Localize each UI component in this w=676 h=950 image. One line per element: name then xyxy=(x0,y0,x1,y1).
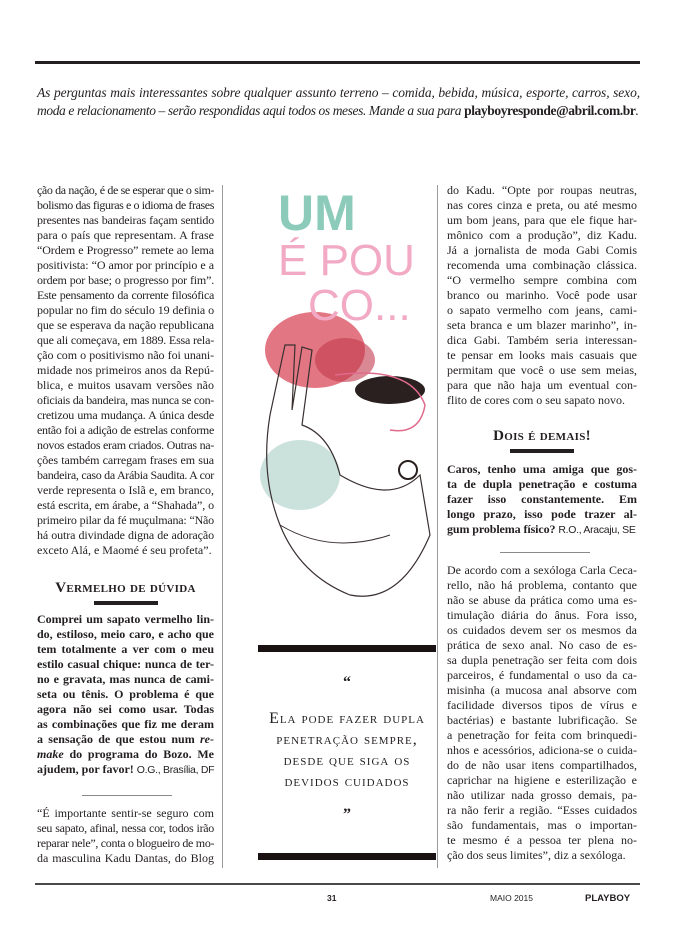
text-line: te pensar em looks mais casuais que xyxy=(447,348,637,362)
illustration-title-line-3: CO... xyxy=(308,281,411,330)
text-line: a penetração for feita com brinquedi- xyxy=(447,728,637,742)
column-divider-right xyxy=(437,185,438,868)
text-line: há outra divindade digna de adoração xyxy=(37,528,214,542)
text-line: os cuidados devem ser os mesmos da xyxy=(447,623,637,637)
text-line xyxy=(37,732,214,747)
section-title-vermelho: Vermelho de dúvida xyxy=(55,580,196,596)
text-line xyxy=(37,717,214,732)
playboy-logo-icon xyxy=(399,461,417,479)
text-line: primeiro pilar da fé muçulmana: “Não xyxy=(37,513,214,527)
text-line xyxy=(37,687,214,702)
pullquote-bar-top xyxy=(258,645,436,652)
text-line: mônico com a produção”, diz Kadu. xyxy=(447,228,637,242)
text-line: ordem por base; o progresso por fim”. xyxy=(37,273,214,287)
separator-line xyxy=(500,552,590,553)
text-line: prática de sexo anal. No caso de es- xyxy=(447,638,637,652)
text-line: facilidade diversos tipos de vírus e xyxy=(447,698,637,712)
pullquote-line: devidos cuidados xyxy=(284,773,410,790)
text-segment: moda e relacionamento – serão respondidas aqui todos os meses. Mande a sua para xyxy=(37,103,465,118)
text-line: exceto Alá, e Maomé é seu profeta”. xyxy=(37,543,212,557)
pullquote-open-mark: “ xyxy=(343,674,351,691)
text-segment: make xyxy=(37,747,64,761)
text-line: está escrita, em árabe, a “Shahada”, o xyxy=(37,498,214,512)
text-line: do de não usar itens compartilhados, xyxy=(447,758,637,772)
text-line xyxy=(37,747,214,762)
text-line: do Kadu. “Opte por roupas neutras, xyxy=(447,183,637,197)
text-segment: . xyxy=(635,103,639,118)
text-line: te mesmo é a pessoa ter plena no- xyxy=(447,833,637,847)
column-1-paragraph-1 xyxy=(37,183,214,558)
pullquote-line: penetração sempre, xyxy=(276,731,418,748)
column-1-paragraph-2 xyxy=(37,806,214,866)
text-line: popular no fim do século 19 definia o xyxy=(37,303,214,317)
column-3-paragraph-1 xyxy=(447,183,637,408)
email-address: playboyresponde@abril.com.br xyxy=(464,103,636,118)
text-line: ções também carregam frases em sua xyxy=(37,453,214,467)
section-title-dois: Dois é demais! xyxy=(493,428,591,444)
text-line: midade nos primeiros anos da Repú- xyxy=(37,363,214,377)
text-line: cretizou uma mudança. A única desde xyxy=(37,408,214,422)
text-line: não se abuse da prática como uma es- xyxy=(447,593,637,607)
text-line xyxy=(37,702,214,717)
text-segment: a sensação de que estou num xyxy=(37,732,200,746)
text-line: blica, e muitos usavam versões não xyxy=(37,378,214,392)
text-line: timulação diária do ânus. Fora isso, xyxy=(447,608,637,622)
text-line: parceiros, é fundamental o uso da ca- xyxy=(447,668,637,682)
column-3-paragraph-2 xyxy=(447,563,637,863)
text-line: presentes nas bandeiras façam sentido xyxy=(37,213,214,227)
text-line: para o país que representam. A frase xyxy=(37,228,214,242)
text-line xyxy=(447,507,637,522)
text-line: ra não ferir a região. “Esses cuidados xyxy=(447,803,637,817)
text-line: De acordo com a sexóloga Carla Ceca- xyxy=(447,563,637,577)
text-line: seu sapato, afinal, nessa cor, todos irão xyxy=(37,821,214,835)
text-segment: longo prazo, isso pode trazer al- xyxy=(447,507,637,521)
column-divider-left xyxy=(222,185,223,868)
text-line: verde representa o Islã e, em branco, xyxy=(37,483,214,497)
text-segment: no e gravata, mas nunca de cami- xyxy=(37,672,214,686)
text-segment: gum problema físico? xyxy=(447,522,559,536)
text-line: um bom jeans, para que ele fique har- xyxy=(447,213,637,227)
text-line: recomenda uma combinação clássica. xyxy=(447,258,637,272)
footer-rule xyxy=(35,883,640,885)
text-line xyxy=(37,657,214,672)
text-line xyxy=(37,612,214,627)
magazine-name: PLAYBOY xyxy=(585,893,631,904)
text-line xyxy=(37,627,214,642)
question-dois xyxy=(447,462,637,538)
text-segment: Caros, tenho uma amiga que gos- xyxy=(447,462,637,476)
illustration-title-line-1: UM xyxy=(278,185,356,241)
watercolor-blob xyxy=(315,338,375,382)
text-line xyxy=(37,762,214,778)
text-line: nhos e acessórios, adiciona-se o cuida- xyxy=(447,743,637,757)
text-line: misinha (a mucosa anal absorve com xyxy=(447,683,637,697)
text-line xyxy=(37,672,214,687)
pullquote-line: desde que siga os xyxy=(283,752,411,769)
text-line: flito de cores com o seu sapato novo. xyxy=(447,393,625,407)
text-segment: estilo casual chique: nunca de ter- xyxy=(37,657,214,671)
text-line: bolismo das figuras e o idioma de frases xyxy=(37,198,214,212)
text-segment: do programa do Bozo. Me xyxy=(63,747,214,761)
text-line: da masculina Kadu Dantas, do Blog xyxy=(37,851,214,865)
text-line: branco ou marinho. Você pode usar xyxy=(447,288,637,302)
text-line: oficiais da bandeira, mas nunca se con- xyxy=(37,393,214,407)
pullquote-text xyxy=(258,708,436,792)
text-line: ção com o positivismo não foi unani- xyxy=(37,348,214,362)
text-line: permitam que você o use sem meias, xyxy=(447,363,637,377)
page-number: 31 xyxy=(327,893,337,903)
text-segment: as combinações que fiz me deram xyxy=(37,717,214,731)
text-segment: agora não sei como usar. Todas xyxy=(37,702,214,716)
text-segment: fazer isso constantemente. Em xyxy=(447,492,637,506)
text-segment: re- xyxy=(200,732,214,746)
pullquote-close-mark: ” xyxy=(343,806,351,823)
text-line xyxy=(447,462,637,477)
pullquote-bar-bottom xyxy=(258,853,436,860)
text-line: “Ordem e Progresso” remete ao lema xyxy=(37,243,214,257)
text-line: não utilizar nada grosso demais, pa- xyxy=(447,788,637,802)
text-segment: As perguntas mais interessantes sobre qualquer assunto terreno – comida, bebida, música, esporte, carros, sexo, xyxy=(37,85,640,100)
text-line: “O vermelho sempre combina com xyxy=(447,273,637,287)
illustration xyxy=(240,175,436,645)
text-line: são fundamentais, mas o importan- xyxy=(447,818,637,832)
text-segment: seta ou tênis. O problema é que xyxy=(37,687,214,701)
text-line: Este pensamento da corrente filosófica xyxy=(37,288,214,302)
text-segment: tem totalmente a ver com o meu xyxy=(37,642,214,656)
text-line: seta branca e um blazer marinho”, in- xyxy=(447,318,637,332)
text-line: reparar nele”, conta o blogueiro de mo- xyxy=(37,836,215,850)
text-line xyxy=(37,642,214,657)
text-line: para que não haja um eventual con- xyxy=(447,378,637,392)
text-line: bactérias) e bastante lubrificação. Se xyxy=(447,713,637,727)
text-line xyxy=(447,492,637,507)
section-title-bar xyxy=(510,449,574,453)
text-segment: Comprei um sapato vermelho lin- xyxy=(37,612,214,626)
illustration-title-line-2: É POU xyxy=(278,236,415,285)
text-line: ção dos seus limites”, diz a sexóloga. xyxy=(447,848,626,862)
intro-text xyxy=(37,84,640,120)
figure-outline xyxy=(280,525,390,543)
section-title-bar xyxy=(94,601,158,605)
text-segment: do, estiloso, meio caro, e acho que xyxy=(37,627,214,641)
text-line: bandeira, caso da Arábia Saudita. A cor xyxy=(37,468,214,482)
text-line: rello, não há problema, contanto que xyxy=(447,578,637,592)
hair-shape xyxy=(355,376,425,404)
text-line: caprichar na higiene e esterilização e xyxy=(447,773,637,787)
text-line: dica Gabi. Também seria interessan- xyxy=(447,333,637,347)
text-line: nas cores cinza e preta, ou até mesmo xyxy=(447,198,637,212)
text-line: sa dupla penetração ser feita com dois xyxy=(447,653,637,667)
text-line: ção da nação, é de se esperar que o sim- xyxy=(37,183,214,197)
pullquote-line: Ela pode fazer dupla xyxy=(269,710,425,727)
separator-line xyxy=(82,795,172,796)
text-line: que ali começava, em 1889. Essa rela- xyxy=(37,333,214,347)
text-line: Já a jornalista de moda Gabi Comis xyxy=(447,243,637,257)
text-line: que se esperava da nação republicana xyxy=(37,318,214,332)
text-line: o sapato vermelho com jeans, cami- xyxy=(447,303,637,317)
text-segment: ta de dupla penetração e costuma xyxy=(447,477,637,491)
text-line xyxy=(447,477,637,492)
text-line: positivista: “O amor por princípio e a xyxy=(37,258,214,272)
header-rule xyxy=(35,61,640,64)
text-segment: ajudem, por favor! xyxy=(37,762,137,776)
text-line: então foi a adição de estrelas conforme xyxy=(37,423,214,437)
text-line: novos estados eram criados. Outras na- xyxy=(37,438,214,452)
text-line: “É importante sentir-se seguro com xyxy=(37,806,214,820)
signature: O.G., Brasília, DF xyxy=(136,764,215,776)
text-line xyxy=(37,84,640,102)
text-line xyxy=(37,102,640,120)
text-line xyxy=(447,522,637,538)
signature: R.O., Aracaju, SE xyxy=(558,524,636,536)
issue-date: MAIO 2015 xyxy=(490,893,533,903)
question-vermelho xyxy=(37,612,214,778)
